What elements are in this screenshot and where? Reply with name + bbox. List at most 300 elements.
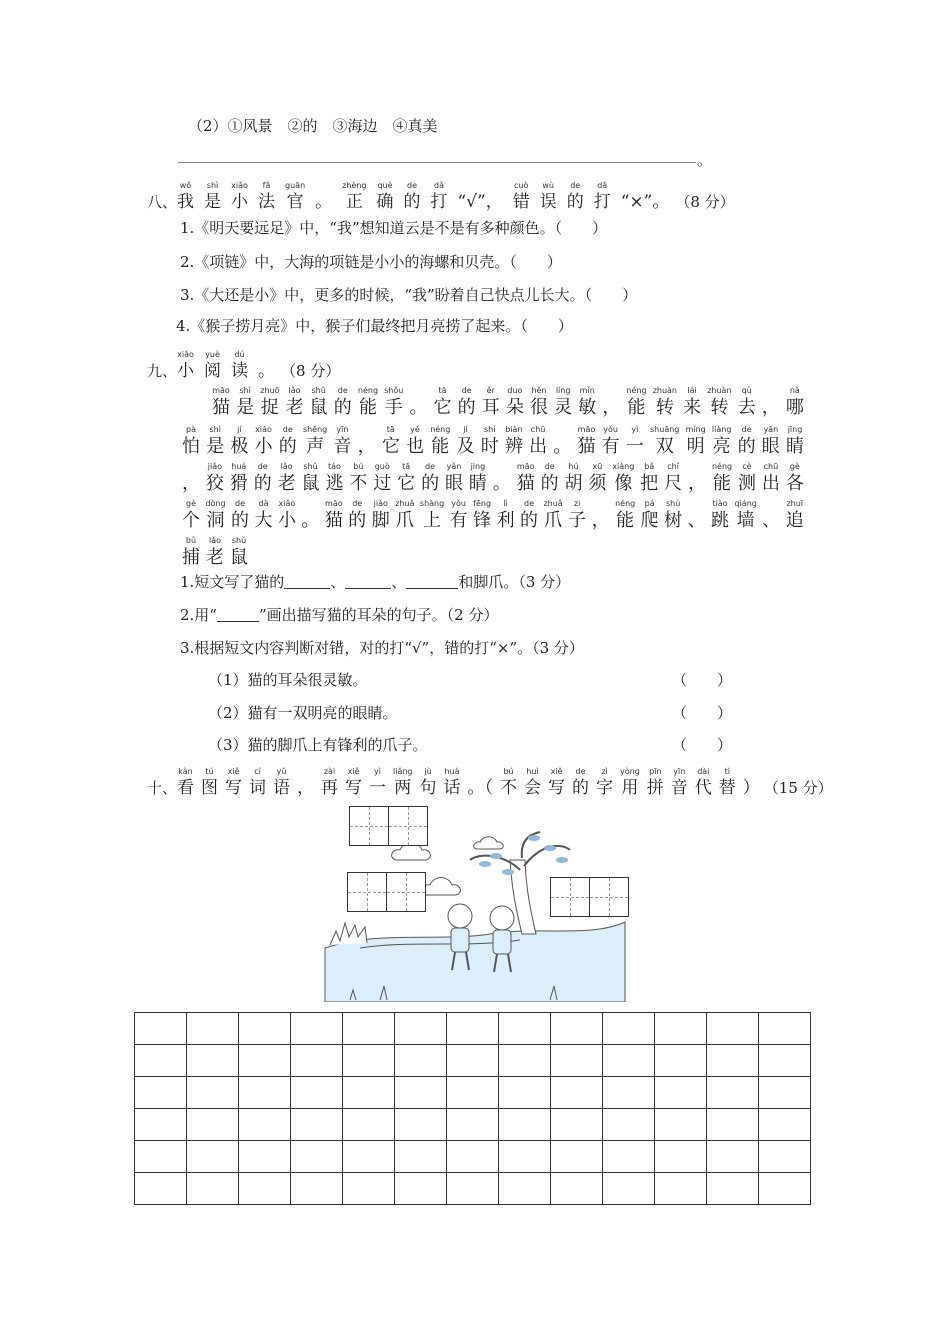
grid-cell[interactable]: [187, 1077, 239, 1109]
pinyin-char: [664, 499, 682, 533]
pinyin-char: [640, 462, 658, 496]
grid-cell[interactable]: [759, 1077, 811, 1109]
passage-line: [182, 536, 248, 570]
grid-cell[interactable]: [759, 1045, 811, 1077]
pinyin: shì: [209, 425, 221, 434]
pinyin-char: [302, 462, 320, 496]
hanzi: 读: [231, 361, 249, 381]
pinyin: shǔ: [311, 386, 326, 395]
section8-item-4: 4.《猴子捞月亮》中，猴子们最终把月亮捞了起来。（ ）: [176, 317, 573, 335]
grid-cell[interactable]: [343, 1077, 395, 1109]
hanzi: 眼: [761, 436, 780, 457]
pinyin-char: [384, 386, 403, 420]
grid-cell[interactable]: [447, 1109, 499, 1141]
question-3: 3.根据短文内容判断对错，对的打“√”，错的打“×”。（3 分）: [180, 639, 584, 657]
grid-cell[interactable]: [707, 1109, 759, 1141]
hanzi: 。: [301, 510, 320, 531]
blank-2[interactable]: [345, 574, 391, 589]
blank-1[interactable]: [284, 574, 330, 589]
hanzi: 猫: [212, 397, 230, 418]
answer-end-mark: 。: [697, 151, 713, 169]
hanzi: 我: [177, 192, 195, 212]
grid-cell[interactable]: [759, 1013, 811, 1045]
pinyin-char: [206, 536, 224, 570]
pinyin: shǒu: [384, 386, 404, 395]
pinyin-char: [182, 536, 200, 570]
hanzi: 声: [306, 436, 325, 457]
grid-cell[interactable]: [343, 1141, 395, 1173]
hanzi: 也: [406, 436, 424, 457]
section8-item-3: 3.《大还是小》中，更多的时候，“我”盼着自己快点儿长大。（ ）: [180, 286, 638, 304]
section10-score: （15 分）: [763, 779, 833, 797]
pinyin-char: [497, 499, 515, 533]
pinyin-char: [249, 767, 266, 799]
pinyin: bú: [503, 767, 514, 776]
hanzi: 爪: [544, 510, 563, 531]
grid-cell[interactable]: [291, 1077, 343, 1109]
pinyin: duo: [507, 386, 523, 395]
grid-cell[interactable]: [343, 1109, 395, 1141]
pinyin-char: [397, 462, 415, 496]
hanzi: 的: [231, 510, 250, 531]
grid-cell[interactable]: [447, 1013, 499, 1045]
grid-cell[interactable]: [239, 1013, 291, 1045]
grid-cell[interactable]: [343, 1013, 395, 1045]
grid-cell[interactable]: [343, 1045, 395, 1077]
pinyin: huá: [231, 462, 247, 471]
grid-cell[interactable]: [707, 1173, 759, 1205]
pinyin: fēng: [473, 499, 492, 508]
grid-cell[interactable]: [603, 1013, 655, 1045]
hanzi: 上: [423, 510, 442, 531]
hanzi: 能: [713, 473, 732, 494]
hanzi: 尺: [664, 473, 683, 494]
pinyin-char: [403, 181, 420, 213]
pinyin: xiě: [550, 767, 563, 776]
grid-cell[interactable]: [395, 1013, 447, 1045]
pinyin-char: [255, 425, 273, 459]
grid-cell[interactable]: [551, 1045, 603, 1077]
pinyin-char: [358, 425, 376, 459]
pinyin-char: [206, 462, 224, 496]
pinyin-char: [182, 425, 200, 459]
hanzi: 替: [718, 778, 736, 798]
pinyin: shàng: [419, 499, 445, 508]
pinyin-char: [376, 181, 393, 213]
grid-cell[interactable]: [551, 1109, 603, 1141]
pinyin: lái: [687, 386, 697, 395]
hanzi: 猫: [324, 510, 343, 531]
pinyin: de: [425, 462, 436, 471]
grid-row: [135, 1077, 811, 1109]
hanzi: 句: [419, 778, 437, 798]
hanzi: 朵: [505, 397, 524, 418]
hanzi: 的: [572, 778, 590, 798]
pinyin-char: [393, 767, 413, 799]
pinyin-char: [434, 386, 452, 420]
grid-cell[interactable]: [499, 1109, 551, 1141]
pinyin-char: [286, 386, 304, 420]
pinyin-char: [310, 386, 328, 420]
grid-cell[interactable]: [551, 1077, 603, 1109]
grid-cell[interactable]: [187, 1173, 239, 1205]
section10-number: 十、: [147, 779, 178, 797]
pinyin-char: [278, 499, 296, 533]
hanzi: ，: [357, 436, 376, 457]
pinyin: dài: [697, 767, 710, 776]
pinyin: de: [575, 767, 586, 776]
grid-cell[interactable]: [603, 1109, 655, 1141]
grid-cell[interactable]: [499, 1045, 551, 1077]
hanzi: 、: [687, 510, 706, 531]
pinyin-char: [513, 181, 530, 213]
grid-cell[interactable]: [343, 1173, 395, 1205]
pinyin-char: [236, 386, 254, 420]
grid-cell[interactable]: [655, 1109, 707, 1141]
word-box-1-cell-2[interactable]: [389, 807, 427, 845]
pinyin-char: [553, 425, 571, 459]
grid-cell[interactable]: [187, 1013, 239, 1045]
grid-cell[interactable]: [499, 1141, 551, 1173]
pinyin: yǎn: [763, 425, 779, 434]
pinyin: yīn: [673, 767, 686, 776]
grid-cell[interactable]: [135, 1013, 187, 1045]
pinyin: liàng: [711, 425, 732, 434]
grid-cell[interactable]: [603, 1173, 655, 1205]
pinyin: shǔ: [231, 536, 247, 545]
pinyin-char: [177, 181, 194, 213]
passage-line: [182, 425, 804, 459]
pinyin: néng: [626, 386, 647, 395]
pinyin-char: [540, 181, 557, 213]
pinyin: xiě: [347, 767, 360, 776]
pinyin: zhuō: [260, 386, 280, 395]
grid-cell[interactable]: [707, 1077, 759, 1109]
grid-cell[interactable]: [239, 1077, 291, 1109]
grid-cell[interactable]: [603, 1045, 655, 1077]
grid-cell[interactable]: [395, 1045, 447, 1077]
pinyin-char: [297, 767, 314, 799]
grid-cell[interactable]: [551, 1173, 603, 1205]
word-box-2-cell-2[interactable]: [387, 873, 425, 911]
hanzi: 猫: [577, 436, 596, 457]
hanzi: 的: [421, 473, 440, 494]
hanzi: 老: [206, 547, 224, 568]
pinyin: de: [524, 499, 535, 508]
pinyin-char: [182, 462, 200, 496]
pinyin-char: [554, 386, 572, 420]
pinyin-char: [204, 350, 221, 382]
pinyin-char: [786, 499, 804, 533]
grid-cell[interactable]: [759, 1173, 811, 1205]
hanzi: 爪: [395, 510, 414, 531]
grid-cell[interactable]: [551, 1141, 603, 1173]
hanzi: 的: [737, 436, 756, 457]
hanzi: 的: [457, 397, 476, 418]
pinyin-char: [588, 462, 606, 496]
grid-cell[interactable]: [707, 1141, 759, 1173]
grid-cell[interactable]: [447, 1173, 499, 1205]
hanzi: 鼠: [309, 397, 328, 418]
question-2: 2.用“ ”画出描写猫的耳朵的句子。（2 分）: [180, 606, 499, 624]
pinyin: táo: [327, 462, 341, 471]
hanzi: 过: [373, 473, 392, 494]
grid-cell[interactable]: [655, 1173, 707, 1205]
grid-cell[interactable]: [447, 1077, 499, 1109]
hanzi: 狡: [205, 473, 224, 494]
grid-cell[interactable]: [499, 1013, 551, 1045]
pinyin-char: [204, 181, 221, 213]
pinyin-char: [762, 386, 780, 420]
grid-cell[interactable]: [395, 1173, 447, 1205]
pinyin: jù: [424, 767, 432, 776]
grid-cell[interactable]: [395, 1109, 447, 1141]
hanzi: ，: [602, 397, 621, 418]
hanzi: 双: [655, 436, 674, 457]
grid-cell[interactable]: [707, 1045, 759, 1077]
pinyin: yì: [374, 767, 381, 776]
grid-cell[interactable]: [655, 1013, 707, 1045]
hanzi: 须: [588, 473, 607, 494]
hanzi: 不: [349, 473, 368, 494]
hanzi: 拼: [646, 778, 664, 798]
hanzi: 敏: [578, 397, 597, 418]
grid-cell[interactable]: [291, 1013, 343, 1045]
hanzi: 小: [177, 361, 195, 381]
hanzi: “×”。: [620, 192, 670, 212]
hanzi: 打: [593, 192, 611, 212]
grid-cell[interactable]: [291, 1045, 343, 1077]
hanzi: 哪: [785, 397, 804, 418]
hanzi: 睛: [468, 473, 487, 494]
grid-cell[interactable]: [187, 1045, 239, 1077]
pinyin: cí: [254, 767, 261, 776]
pinyin: māo: [577, 425, 596, 434]
pinyin: zhuàn: [707, 386, 732, 395]
hanzi: 语: [273, 778, 291, 798]
pinyin: líng: [555, 386, 571, 395]
pinyin: de: [570, 181, 581, 190]
grid-cell[interactable]: [395, 1077, 447, 1109]
pinyin-char: [711, 499, 729, 533]
hanzi: 跳: [711, 510, 730, 531]
grid-cell[interactable]: [499, 1077, 551, 1109]
pinyin-char: [177, 767, 194, 799]
hanzi: 极: [230, 436, 249, 457]
pinyin-char: [712, 425, 732, 459]
pinyin: shǔ: [303, 462, 318, 471]
word-box-3-cell-2[interactable]: [590, 878, 628, 916]
pinyin-char: [762, 425, 780, 459]
word-box-1-cell-1[interactable]: [350, 807, 389, 845]
pinyin: jing: [470, 462, 486, 471]
hanzi: 个: [182, 510, 200, 531]
grid-cell[interactable]: [499, 1173, 551, 1205]
grid-cell[interactable]: [655, 1077, 707, 1109]
grid-cell[interactable]: [135, 1173, 187, 1205]
grid-cell[interactable]: [603, 1141, 655, 1173]
pinyin: què: [377, 181, 393, 190]
pinyin-char: [664, 462, 682, 496]
hanzi: 辨: [504, 436, 523, 457]
blank-3[interactable]: [406, 574, 458, 589]
pinyin-char: [500, 767, 517, 799]
pinyin: yǒu: [603, 425, 618, 434]
pinyin-char: [278, 462, 296, 496]
pinyin: shēng: [302, 425, 328, 434]
pinyin-char: [258, 181, 275, 213]
pinyin: māo: [212, 386, 230, 395]
writing-grid[interactable]: [134, 1012, 811, 1205]
pinyin-char: [420, 499, 444, 533]
pinyin-char: [395, 499, 414, 533]
pinyin: dǎ: [597, 181, 608, 190]
grid-cell[interactable]: [447, 1141, 499, 1173]
hanzi: 及: [456, 436, 475, 457]
hanzi: 测: [738, 473, 756, 494]
pinyin-char: [481, 425, 499, 459]
grid-cell[interactable]: [759, 1109, 811, 1141]
judgement-3-answer[interactable]: （ ）: [672, 736, 733, 754]
word-box-2[interactable]: [347, 872, 426, 912]
grid-cell[interactable]: [135, 1109, 187, 1141]
hanzi: 音: [333, 436, 352, 457]
pinyin: wù: [542, 181, 555, 190]
grid-cell[interactable]: [291, 1141, 343, 1173]
grid-cell[interactable]: [551, 1013, 603, 1045]
pinyin-char: [457, 425, 475, 459]
hanzi: 。: [258, 361, 276, 381]
word-box-3-cell-1[interactable]: [551, 878, 590, 916]
pinyin: néng: [711, 462, 733, 471]
pinyin-char: [612, 462, 634, 496]
hanzi: ，: [688, 473, 707, 494]
pinyin-char: [430, 425, 450, 459]
grid-cell[interactable]: [655, 1141, 707, 1173]
pinyin-char: [529, 425, 547, 459]
pinyin: liǎng: [393, 767, 413, 776]
word-box-2-cell-1[interactable]: [348, 873, 387, 911]
grid-cell[interactable]: [603, 1077, 655, 1109]
hanzi: 眼: [444, 473, 463, 494]
grid-cell[interactable]: [135, 1045, 187, 1077]
grid-cell[interactable]: [291, 1173, 343, 1205]
hanzi: ，: [591, 510, 610, 531]
word-box-1[interactable]: [349, 806, 428, 846]
hanzi: 耳: [481, 397, 500, 418]
grid-cell[interactable]: [187, 1141, 239, 1173]
grid-cell[interactable]: [395, 1141, 447, 1173]
pinyin: chū: [530, 425, 546, 434]
grid-cell[interactable]: [291, 1109, 343, 1141]
hanzi: 小: [254, 436, 273, 457]
passage-line: [212, 386, 804, 420]
pinyin-char: [592, 499, 610, 533]
pinyin-char: [567, 181, 584, 213]
underline-sample: [217, 607, 259, 622]
hanzi: 明: [686, 436, 705, 457]
pinyin: tì: [724, 767, 730, 776]
grid-cell[interactable]: [135, 1141, 187, 1173]
grid-cell[interactable]: [187, 1109, 239, 1141]
grid-cell[interactable]: [239, 1045, 291, 1077]
pinyin-char: [734, 499, 756, 533]
pinyin-char: [517, 462, 535, 496]
pinyin: ěr: [486, 386, 495, 395]
section8-title: [147, 181, 735, 213]
pinyin-char: [469, 462, 487, 496]
pinyin-char: [325, 499, 343, 533]
hanzi: 会: [524, 778, 542, 798]
pinyin-char: [762, 462, 780, 496]
hanzi: 两: [394, 778, 412, 798]
grid-cell[interactable]: [239, 1141, 291, 1173]
hanzi: 词: [249, 778, 267, 798]
pinyin: qù: [741, 386, 752, 395]
pinyin: de: [257, 462, 268, 471]
pinyin: kàn: [178, 767, 193, 776]
answer-line[interactable]: [178, 150, 696, 163]
grid-cell[interactable]: [135, 1077, 187, 1109]
grid-row: [135, 1013, 811, 1045]
grid-cell[interactable]: [707, 1013, 759, 1045]
hanzi: 不: [500, 778, 518, 798]
pinyin: pà: [186, 425, 196, 434]
pinyin-char: [786, 462, 804, 496]
pinyin: xiǎo: [231, 181, 248, 190]
pinyin-char: [333, 425, 351, 459]
pinyin-char: [369, 767, 386, 799]
hanzi: 像: [614, 473, 633, 494]
pinyin-char: [647, 767, 664, 799]
grid-cell[interactable]: [759, 1141, 811, 1173]
pinyin-char: [182, 499, 200, 533]
hanzi: 的: [520, 510, 539, 531]
pinyin-char: [225, 767, 242, 799]
grid-cell[interactable]: [447, 1045, 499, 1077]
hanzi: 、: [762, 510, 781, 531]
pinyin-char: [348, 499, 366, 533]
grid-row: [135, 1141, 811, 1173]
hanzi: ，: [297, 778, 315, 798]
pinyin-char: [177, 350, 194, 382]
pinyin-char: [493, 462, 511, 496]
pinyin-char: [602, 425, 620, 459]
judgement-1-answer[interactable]: （ ）: [672, 671, 733, 689]
hanzi: 树: [664, 510, 683, 531]
pinyin-char: [568, 499, 586, 533]
pinyin: dǎ: [433, 181, 444, 190]
pinyin: jí: [463, 425, 468, 434]
pinyin: néng: [357, 386, 379, 395]
pinyin-char: [738, 425, 756, 459]
judgement-2-answer[interactable]: （ ）: [672, 704, 733, 722]
pinyin: māo: [516, 462, 535, 471]
pinyin: xiǎo: [177, 350, 194, 359]
pinyin: qiáng: [734, 499, 757, 508]
pinyin-char: [620, 767, 640, 799]
pinyin: yīn: [336, 425, 349, 434]
word-box-3[interactable]: [550, 877, 629, 917]
pinyin: de: [282, 425, 293, 434]
grid-cell[interactable]: [239, 1173, 291, 1205]
pinyin: míng: [685, 425, 706, 434]
grid-cell[interactable]: [239, 1109, 291, 1141]
grid-cell[interactable]: [655, 1045, 707, 1077]
section9-number: 九、: [147, 362, 178, 380]
hanzi: 的: [566, 192, 584, 212]
hanzi: 鼠: [230, 547, 248, 568]
